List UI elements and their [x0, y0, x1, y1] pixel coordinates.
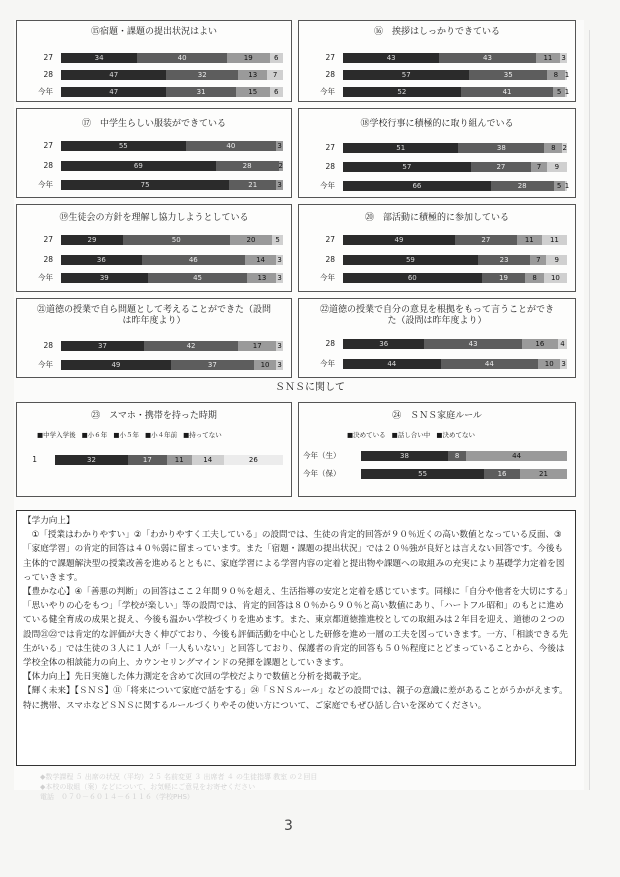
survey-bar-seg-2: 8: [547, 70, 565, 80]
sns-rules-legend-item: ■決めている: [347, 431, 386, 439]
survey-bar-seg-2: 5: [553, 87, 564, 97]
survey-row: [17, 180, 291, 190]
sns-rules-bar: [361, 451, 567, 461]
heading-academic: 【学力向上】: [23, 516, 75, 526]
survey-bar-seg-1: 45: [148, 273, 248, 283]
survey-bar-seg-1: 31: [166, 87, 236, 97]
survey-bar-seg-1: 43: [424, 339, 521, 349]
survey-row-label: 今年: [38, 273, 53, 282]
sns-rules-row: [299, 469, 575, 479]
phone-chart-panel: [16, 402, 292, 497]
survey-bar-seg-0: 36: [61, 255, 142, 265]
survey-bar: [343, 235, 567, 245]
survey-bar-seg-0: 55: [61, 141, 186, 151]
sns-rules-bar-seg-0: 38: [361, 451, 448, 461]
bleed-through-text: [40, 772, 580, 802]
survey-bar: [61, 70, 283, 80]
survey-panel-title: ⑮宿題・課題の提出状況はよい: [90, 27, 217, 37]
survey-panel-19: [16, 204, 292, 292]
survey-bar-seg-3: 1: [564, 71, 570, 79]
survey-row: [17, 161, 291, 171]
survey-bar-seg-2: 10: [538, 359, 560, 369]
survey-bar-seg-2: 20: [230, 235, 273, 245]
phone-legend-item: ■持ってない: [183, 431, 222, 439]
survey-bar-seg-1: 41: [461, 87, 554, 97]
survey-bar: [343, 53, 567, 63]
phone-bar: [55, 455, 283, 467]
survey-bar: [343, 143, 567, 153]
survey-bar: [343, 273, 567, 283]
sns-rules-bar-seg-0: 55: [361, 469, 484, 479]
survey-bar-seg-1: 37: [171, 360, 254, 370]
survey-bar: [61, 255, 283, 265]
survey-bar-seg-0: 60: [343, 273, 482, 283]
survey-bar-seg-1: 21: [229, 180, 276, 190]
survey-bar-seg-3: 10: [544, 273, 567, 283]
phone-row-label: 1: [32, 455, 37, 464]
survey-bar-seg-2: 17: [238, 341, 276, 351]
survey-row: [299, 181, 575, 191]
survey-bar: [61, 360, 283, 370]
survey-panel-21: [16, 298, 292, 378]
survey-bar: [61, 53, 283, 63]
survey-row-label: 28: [43, 70, 53, 79]
survey-row: [17, 53, 291, 63]
survey-row: [17, 255, 291, 265]
survey-row: [299, 359, 575, 369]
survey-panel-title: ⑰ 中学生らしい服装ができている: [81, 119, 226, 129]
survey-row-label: 今年: [38, 87, 53, 96]
survey-row: [299, 53, 575, 63]
survey-bar-seg-1: 32: [166, 70, 238, 80]
sns-rules-bar-seg-1: 16: [484, 469, 520, 479]
survey-row-label: 28: [43, 341, 53, 350]
survey-bar: [61, 341, 283, 351]
survey-row-label: 今年: [320, 273, 335, 282]
survey-panel-title: ⑱学校行事に積極的に取り組んでいる: [360, 119, 514, 129]
phone-bar-seg-3: 14: [192, 455, 224, 465]
survey-row: [299, 235, 575, 245]
survey-row-label: 27: [43, 141, 53, 150]
survey-bar: [61, 180, 283, 190]
survey-bar: [61, 141, 283, 151]
survey-bar-seg-0: 49: [343, 235, 455, 245]
survey-panel-title: ⑯ 挨拶はしっかりできている: [373, 27, 500, 37]
survey-bar: [343, 255, 567, 265]
phone-bar-seg-2: 11: [167, 455, 192, 465]
survey-bar-seg-2: 19: [227, 53, 270, 63]
survey-bar-seg-3: 3: [561, 54, 566, 62]
survey-bar-seg-0: 51: [343, 143, 458, 153]
survey-bar-seg-2: 15: [236, 87, 270, 97]
survey-bar-seg-2: 8: [544, 143, 562, 153]
survey-bar-seg-3: 11: [542, 235, 567, 245]
survey-row-label: 27: [325, 53, 335, 62]
survey-bar: [343, 87, 570, 97]
survey-row-label: 27: [325, 235, 335, 244]
phone-legend-item: ■小５年: [113, 431, 139, 439]
phone-bar-seg-4: 26: [224, 455, 283, 465]
sns-rules-legend: [347, 431, 475, 440]
survey-row-label: 今年: [320, 181, 335, 190]
sns-rules-chart-panel: [298, 402, 576, 497]
survey-row: [299, 143, 575, 153]
paragraph-sns: 【輝く未来】【ＳＮＳ】⑪「将来について家庭で話をする」㉔「ＳＮＳルール」などの設問では、親子の意識に差があることがうかがえます。特に携帯、スマホなどＳＮＳに関するルールづくりやその使い方について、ご家庭でもぜひ話し合いを深めてください。: [23, 686, 568, 711]
sns-rules-bar-seg-2: 21: [520, 469, 567, 479]
survey-row: [299, 70, 575, 80]
survey-bar-seg-3: 3: [277, 342, 282, 350]
phone-legend: [37, 431, 222, 440]
survey-bar-seg-1: 44: [441, 359, 539, 369]
survey-bar: [343, 181, 570, 191]
survey-bar-seg-2: 7: [531, 162, 547, 172]
phone-legend-item: ■小４年前: [144, 431, 178, 439]
survey-bar-seg-1: 27: [455, 235, 517, 245]
sns-rules-legend-item: ■決めてない: [436, 431, 475, 439]
bleed-line: ◆本校の取組（案）などについて、お気軽にご意見をお寄せください: [40, 783, 256, 791]
phone-chart-title: ㉓ スマホ・携帯を持った時期: [91, 411, 217, 421]
survey-bar-seg-3: 6: [270, 87, 283, 97]
survey-bar-seg-0: 66: [343, 181, 491, 191]
survey-bar-seg-1: 46: [142, 255, 245, 265]
survey-panel-title: ㉑道徳の授業で自ら問題として考えることができた（設問は昨年度より）: [37, 305, 272, 326]
survey-row: [17, 141, 291, 151]
paragraph-heart: 【豊かな心】④「善悪の判断」の回答はここ２年間９０％を超え、生活指導の安定と定着を感じています。同様に「自分や他者を大切にする」「思いやりの心をもつ」「学校が楽しい」等の設問では、肯定的回答は８０％から９０％と高い数値にあり、「ハートフル昭和」のもとに進めている健全育成の成果と捉え、今後も温かい学校づくりを進めます。また、東京都道徳推進校としての取組みは２年目を迎え、道徳の２つの設問㉑㉒では肯定的な評価が大きく伸びており、今後も評価活動を中心とした研修を進め一層の工夫を図っていきます。一方、「相談できる先生がいる」では生徒の３人に１人が「一人もいない」と回答しており、保護者の肯定的回答も５０％程度にとどまっていることから、今後は学校全体の相談能力の向上、カウンセリングマインドの発揮を課題としていきます。: [23, 587, 569, 669]
survey-panel-20: [298, 204, 576, 292]
survey-bar-seg-1: 42: [144, 341, 238, 351]
survey-row-label: 27: [325, 143, 335, 152]
survey-row: [299, 255, 575, 265]
survey-bar-seg-3: 5: [272, 235, 283, 245]
survey-panel-title: ㉒道徳の授業で自分の意見を根拠をもって言うことができた（設問は昨年度より）: [319, 305, 554, 326]
paragraph-academic: ①「授業はわかりやすい」②「わかりやすく工夫している」の設問では、生徒の肯定的回答が９０％近くの高い数値となっている反面、③「家庭学習」の肯定的回答は４０％弱に留まっています。また「宿題・課題の提出状況」では２０％強が良好とは言えない回答です。今後も主体的で課題解決型の授業改善を進めるとともに、家庭学習による学習内容の定着と提出物や課題への取組みの充実により基礎学力定着を図っていきます。: [23, 530, 565, 583]
survey-bar-seg-1: 19: [482, 273, 526, 283]
survey-bar-seg-3: 1: [564, 88, 570, 96]
survey-panel-18: [298, 108, 576, 198]
sns-rules-row-label: 今年（生）: [303, 451, 341, 460]
survey-bar-seg-3: 4: [558, 339, 567, 349]
survey-panel-15: [16, 20, 292, 102]
phone-bar-seg-0: 32: [55, 455, 128, 465]
survey-panel-title: ⑳ 部活動に積極的に参加している: [364, 213, 509, 223]
survey-row: [17, 341, 291, 351]
survey-row: [17, 70, 291, 80]
survey-bar-seg-0: 36: [343, 339, 424, 349]
survey-bar-seg-0: 37: [61, 341, 144, 351]
survey-bar-seg-2: 2: [278, 162, 283, 170]
sns-rules-row-label: 今年（保）: [303, 469, 341, 478]
survey-row-label: 27: [43, 235, 53, 244]
survey-bar-seg-1: 43: [439, 53, 535, 63]
survey-panel-22: [298, 298, 576, 378]
survey-row-label: 28: [325, 162, 335, 171]
survey-bar-seg-0: 57: [343, 70, 469, 80]
survey-row: [17, 273, 291, 283]
survey-row: [17, 360, 291, 370]
survey-bar: [343, 359, 567, 369]
survey-bar-seg-2: 13: [247, 273, 276, 283]
survey-bar-seg-2: 11: [536, 53, 561, 63]
survey-bar-seg-0: 69: [61, 161, 216, 171]
sns-rules-bar: [361, 469, 567, 479]
survey-row-label: 28: [43, 161, 53, 170]
bleed-line: 電話 ０７０－６０１４－６１１６（学校PHS）: [40, 793, 194, 801]
survey-bar-seg-0: 44: [343, 359, 441, 369]
survey-bar-seg-0: 43: [343, 53, 439, 63]
survey-bar: [343, 162, 567, 172]
sns-rules-bar-seg-1: 8: [448, 451, 466, 461]
phone-legend-item: ■小６年: [81, 431, 108, 439]
survey-row: [17, 235, 291, 245]
survey-row: [17, 87, 291, 97]
survey-panel-17: [16, 108, 292, 198]
survey-bar-seg-0: 75: [61, 180, 229, 190]
phone-bar-seg-1: 17: [128, 455, 167, 465]
survey-row-label: 今年: [320, 359, 335, 368]
survey-bar-seg-2: 11: [517, 235, 542, 245]
survey-bar-seg-2: 16: [522, 339, 558, 349]
survey-bar-seg-3: 2: [562, 144, 567, 152]
survey-row: [299, 273, 575, 283]
sns-rules-legend-item: ■話し合い中: [391, 431, 431, 439]
summary-text-box: [16, 510, 576, 766]
phone-row: [17, 455, 291, 465]
survey-row-label: 28: [325, 70, 335, 79]
survey-bar: [61, 87, 283, 97]
survey-bar-seg-0: 52: [343, 87, 461, 97]
survey-bar-seg-2: 8: [525, 273, 543, 283]
survey-bar-seg-0: 57: [343, 162, 471, 172]
survey-bar-seg-1: 28: [216, 161, 279, 171]
survey-bar-seg-0: 47: [61, 87, 166, 97]
survey-bar-seg-3: 1: [564, 182, 570, 190]
survey-bar-seg-0: 47: [61, 70, 166, 80]
survey-bar-seg-2: 14: [245, 255, 276, 265]
survey-bar-seg-3: 3: [561, 360, 566, 368]
phone-legend-item: ■中学入学後: [37, 431, 76, 439]
survey-row-label: 今年: [38, 180, 53, 189]
sns-rules-row: [299, 451, 575, 461]
survey-bar-seg-2: 7: [530, 255, 546, 265]
survey-bar-seg-0: 49: [61, 360, 171, 370]
survey-bar-seg-1: 23: [478, 255, 531, 265]
survey-row: [299, 339, 575, 349]
survey-bar: [61, 161, 283, 171]
survey-bar-seg-3: 9: [546, 255, 567, 265]
page-number: 3: [284, 818, 293, 834]
survey-bar-seg-0: 59: [343, 255, 478, 265]
survey-bar-seg-3: 3: [277, 256, 282, 264]
survey-panel-16: [298, 20, 576, 102]
survey-row-label: 28: [325, 339, 335, 348]
survey-bar-seg-1: 38: [458, 143, 544, 153]
survey-bar-seg-1: 27: [471, 162, 531, 172]
survey-bar-seg-1: 35: [469, 70, 547, 80]
survey-bar-seg-1: 50: [123, 235, 230, 245]
survey-row-label: 28: [325, 255, 335, 264]
survey-panel-title: ⑲生徒会の方針を理解し協力しようとしている: [59, 213, 249, 223]
survey-bar: [343, 70, 570, 80]
survey-bar-seg-0: 34: [61, 53, 137, 63]
survey-bar-seg-3: 3: [277, 274, 282, 282]
survey-bar: [61, 235, 283, 245]
survey-bar-seg-3: 6: [270, 53, 283, 63]
survey-row: [299, 162, 575, 172]
sns-section-title: ＳＮＳに関して: [275, 382, 345, 393]
survey-bar-seg-2: 3: [277, 181, 282, 189]
survey-bar-seg-1: 40: [137, 53, 227, 63]
sns-rules-bar-seg-2: 44: [466, 451, 567, 461]
survey-bar-seg-1: 40: [186, 141, 277, 151]
survey-bar: [61, 273, 283, 283]
survey-bar-seg-2: 10: [254, 360, 276, 370]
survey-row-label: 27: [43, 53, 53, 62]
survey-row-label: 今年: [320, 87, 335, 96]
survey-bar-seg-2: 3: [277, 142, 282, 150]
survey-row: [299, 87, 575, 97]
survey-bar-seg-2: 13: [238, 70, 267, 80]
survey-row-label: 今年: [38, 360, 53, 369]
survey-bar-seg-2: 5: [554, 181, 565, 191]
survey-bar-seg-3: 3: [277, 361, 282, 369]
survey-bar-seg-0: 39: [61, 273, 148, 283]
right-edge-bleed: [589, 30, 620, 790]
sns-rules-chart-title: ㉔ ＳＮＳ家庭ルール: [392, 411, 482, 421]
survey-bar-seg-0: 29: [61, 235, 123, 245]
survey-bar: [343, 339, 567, 349]
survey-bar-seg-3: 7: [267, 70, 283, 80]
survey-row-label: 28: [43, 255, 53, 264]
survey-bar-seg-3: 9: [547, 162, 567, 172]
bleed-line: ◆数学課程 ５ 出席の状況（平均）２５ 名前変更 ３ 出席者 ４ の生徒指導 教室 の２回目: [40, 773, 318, 781]
survey-bar-seg-1: 28: [491, 181, 554, 191]
paragraph-physical: 【体力向上】先日実施した体力測定を含めて次回の学校だよりで数値と分析を掲載予定。: [23, 672, 367, 683]
